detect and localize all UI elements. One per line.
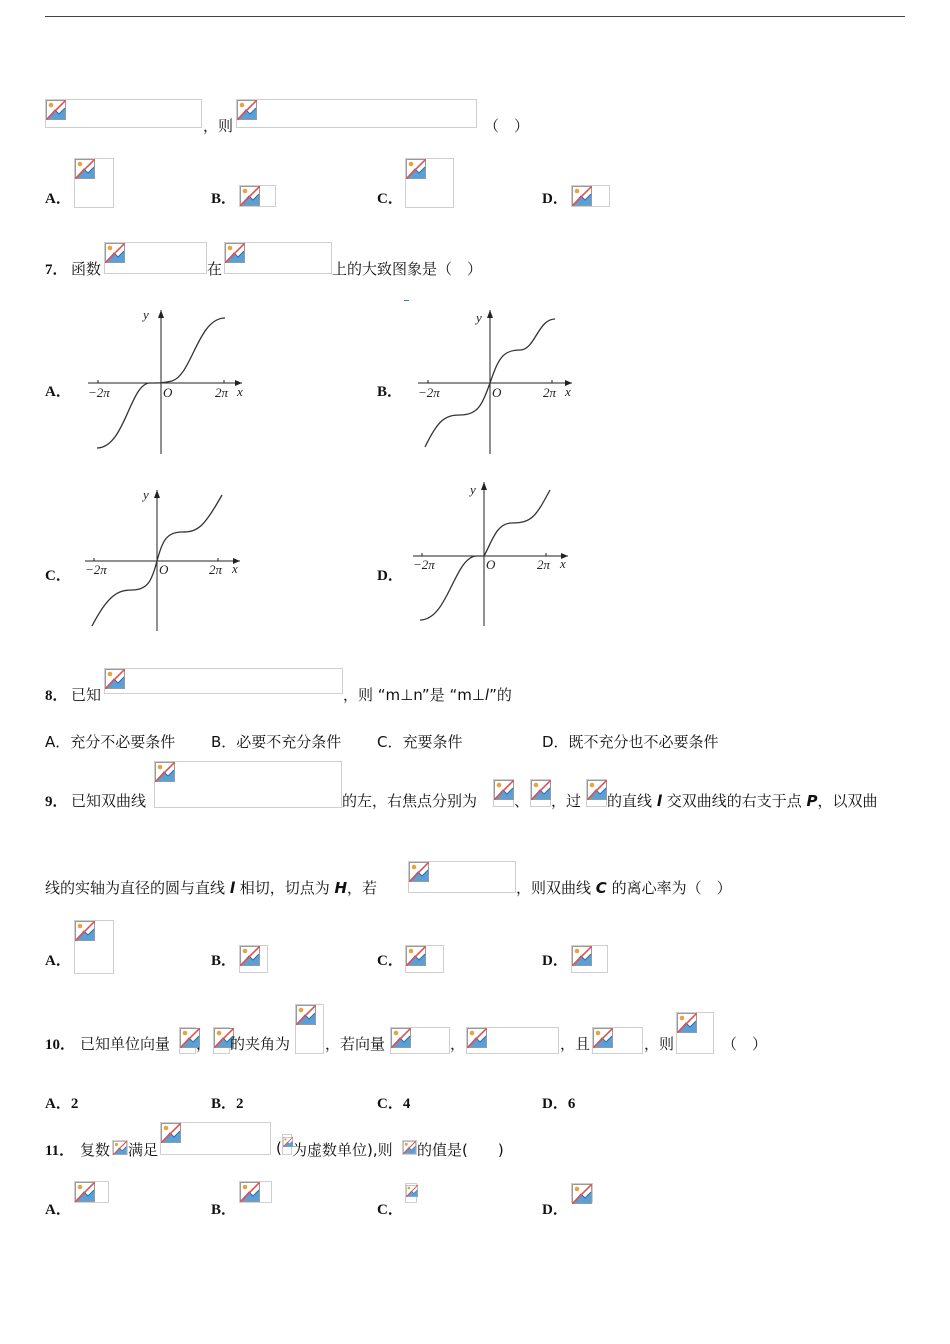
option-image <box>405 945 444 973</box>
formula-image <box>45 99 202 128</box>
formula-image <box>390 1027 450 1054</box>
broken-image-icon <box>225 243 245 263</box>
q9-line2-tail: ，则双曲线 C 的离心率为（ ） <box>516 879 732 897</box>
q10-t6: ，则 <box>644 1035 675 1053</box>
broken-image-icon <box>406 159 426 179</box>
q8-option-c: C．充要条件 <box>377 733 463 751</box>
y-label: y <box>470 482 476 497</box>
formula-image <box>154 761 342 808</box>
option-image <box>239 1181 272 1203</box>
q8-number: 8． <box>45 688 68 704</box>
origin-label: O <box>163 385 173 400</box>
y-label: y <box>143 487 149 502</box>
q6-option-a: A． <box>45 191 71 207</box>
option-image <box>74 158 114 208</box>
q10-t5: ，且 <box>560 1035 591 1053</box>
q6-option-d: D． <box>542 191 568 207</box>
origin-label: O <box>486 557 496 572</box>
origin-label: O <box>159 562 169 577</box>
y-axis-arrow <box>154 490 160 498</box>
q8-option-a: A．充分不必要条件 <box>45 733 176 751</box>
formula-image <box>295 1004 324 1054</box>
formula-image <box>213 1027 230 1054</box>
broken-image-icon <box>467 1028 487 1048</box>
q11-t2: 满足 <box>128 1141 159 1159</box>
q7-mid: 在 <box>207 260 223 278</box>
option-image <box>571 1183 593 1203</box>
pos-2pi-label: 2π <box>543 385 557 400</box>
header-rule <box>45 16 905 17</box>
q11-number: 11． <box>45 1143 75 1159</box>
q9-part2: ，过 <box>551 792 582 810</box>
x-label: x <box>237 384 243 399</box>
broken-image-icon <box>677 1013 697 1033</box>
broken-image-icon <box>296 1005 316 1025</box>
q11-option-d: D． <box>542 1202 568 1218</box>
broken-image-icon <box>161 1123 181 1143</box>
q10-comma: ， <box>196 1035 212 1053</box>
stray-mark <box>404 300 409 301</box>
q9-prefix: 已知双曲线 <box>71 792 147 810</box>
graph-c <box>80 485 250 635</box>
q8-italic-l: l <box>484 686 490 704</box>
broken-image-icon <box>75 921 95 941</box>
formula-image <box>530 779 551 807</box>
q8-option-d: D．既不充分也不必要条件 <box>542 733 719 751</box>
q10-number: 10． <box>45 1037 76 1053</box>
formula-image <box>493 779 514 807</box>
formula-image <box>160 1122 271 1155</box>
formula-image <box>592 1027 643 1054</box>
formula-image <box>236 99 477 128</box>
origin-label: O <box>492 385 502 400</box>
q8-option-b: B．必要不充分条件 <box>211 733 342 751</box>
q8-prefix: 已知 <box>71 686 102 704</box>
broken-image-icon <box>391 1028 411 1048</box>
q9-option-a: A． <box>45 953 71 969</box>
q10-t2: 的夹角为 <box>230 1035 291 1053</box>
broken-image-icon <box>409 862 429 882</box>
q10-paren: （ ） <box>722 1035 768 1053</box>
curve <box>420 490 550 620</box>
broken-image-icon <box>572 946 592 966</box>
q7-option-d: D． <box>377 568 403 584</box>
formula-image <box>676 1012 714 1054</box>
q9-part3: 的直线 l 交双曲线的右支于点 P，以双曲 <box>607 792 878 810</box>
x-label: x <box>565 384 571 399</box>
broken-image-icon <box>240 186 260 206</box>
broken-image-icon <box>240 1182 260 1202</box>
q6-answer-paren: （ ） <box>484 117 530 135</box>
q11-t5: 的值是( ) <box>417 1141 504 1159</box>
q6-option-c: C． <box>377 191 403 207</box>
formula-image <box>586 779 607 807</box>
broken-image-icon <box>572 1184 592 1204</box>
q7-prefix: 函数 <box>71 260 102 278</box>
broken-image-icon <box>572 186 592 206</box>
formula-image <box>282 1134 292 1155</box>
pos-2pi-label: 2π <box>537 557 551 572</box>
option-image <box>405 158 454 208</box>
q9-sep: 、 <box>514 792 530 810</box>
graph-b <box>410 305 580 457</box>
broken-image-icon <box>587 780 607 800</box>
broken-image-icon <box>155 762 175 782</box>
q9-option-c: C． <box>377 953 403 969</box>
option-image <box>74 1181 109 1203</box>
option-image <box>74 920 114 974</box>
q10-option-a: A．2 <box>45 1096 79 1112</box>
option-image <box>571 185 610 207</box>
formula-image <box>408 861 516 893</box>
q11-t4: 为虚数单位),则 <box>292 1141 393 1159</box>
broken-image-icon <box>105 243 125 263</box>
option-image <box>405 1183 417 1203</box>
option-image <box>239 945 268 973</box>
y-axis-arrow <box>158 310 164 318</box>
formula-image <box>112 1140 128 1155</box>
q11-option-b: B． <box>211 1202 237 1218</box>
broken-image-icon <box>75 1182 95 1202</box>
neg-2pi-label: −2π <box>413 557 435 572</box>
q7-option-a: A． <box>45 384 71 400</box>
formula-image <box>179 1027 196 1054</box>
formula-image <box>466 1027 559 1054</box>
graph-a <box>80 305 250 457</box>
x-label: x <box>232 561 238 576</box>
broken-image-icon <box>531 780 551 800</box>
broken-image-icon <box>240 946 260 966</box>
y-axis-arrow <box>487 310 493 318</box>
neg-2pi-label: −2π <box>88 385 110 400</box>
q11-option-a: A． <box>45 1202 71 1218</box>
graph-d <box>408 480 578 630</box>
broken-image-icon <box>403 1141 416 1154</box>
q11-option-c: C． <box>377 1202 403 1218</box>
broken-image-icon <box>593 1028 613 1048</box>
q9-line2: 线的实轴为直径的圆与直线 l 相切，切点为 H，若 <box>45 879 378 897</box>
q6-option-b: B． <box>211 191 237 207</box>
broken-image-icon <box>75 159 95 179</box>
formula-image <box>104 668 343 694</box>
formula-image <box>224 242 332 274</box>
q7-number: 7． <box>45 262 68 278</box>
broken-image-icon <box>46 100 66 120</box>
option-image <box>571 945 608 973</box>
q10-t1: 已知单位向量 <box>80 1035 171 1053</box>
y-label: y <box>143 307 149 322</box>
broken-image-icon <box>406 946 426 966</box>
formula-image <box>104 242 207 274</box>
q10-option-c: C．4 <box>377 1096 411 1112</box>
q7-option-b: B． <box>377 384 403 400</box>
y-label: y <box>476 310 482 325</box>
q9-part1: 的左，右焦点分别为 <box>342 792 478 810</box>
q10-t4: ， <box>450 1035 466 1053</box>
q9-number: 9． <box>45 794 68 810</box>
broken-image-icon <box>494 780 514 800</box>
neg-2pi-label: −2π <box>85 562 107 577</box>
formula-image <box>402 1140 417 1155</box>
q8-suffix: ，则 “m⊥n”是 “m⊥l”的 <box>343 686 512 704</box>
q10-option-b: B．2 <box>211 1096 244 1112</box>
q11-t1: 复数 <box>80 1141 111 1159</box>
x-label: x <box>560 556 566 571</box>
broken-image-icon <box>406 1184 418 1198</box>
q10-option-d: D．6 <box>542 1096 576 1112</box>
q9-option-b: B． <box>211 953 237 969</box>
pos-2pi-label: 2π <box>215 385 229 400</box>
y-axis-arrow <box>481 482 487 490</box>
q7-suffix: 上的大致图象是（ ） <box>332 260 483 278</box>
broken-image-icon <box>105 669 125 689</box>
option-image <box>239 185 276 207</box>
q6-then: ，则 <box>203 117 234 135</box>
q9-option-d: D． <box>542 953 568 969</box>
neg-2pi-label: −2π <box>418 385 440 400</box>
q11-t3: ( <box>276 1139 282 1157</box>
broken-image-icon <box>237 100 257 120</box>
q10-t3: ，若向量 <box>325 1035 386 1053</box>
q7-option-c: C． <box>45 568 71 584</box>
pos-2pi-label: 2π <box>209 562 223 577</box>
broken-image-icon <box>113 1141 127 1155</box>
